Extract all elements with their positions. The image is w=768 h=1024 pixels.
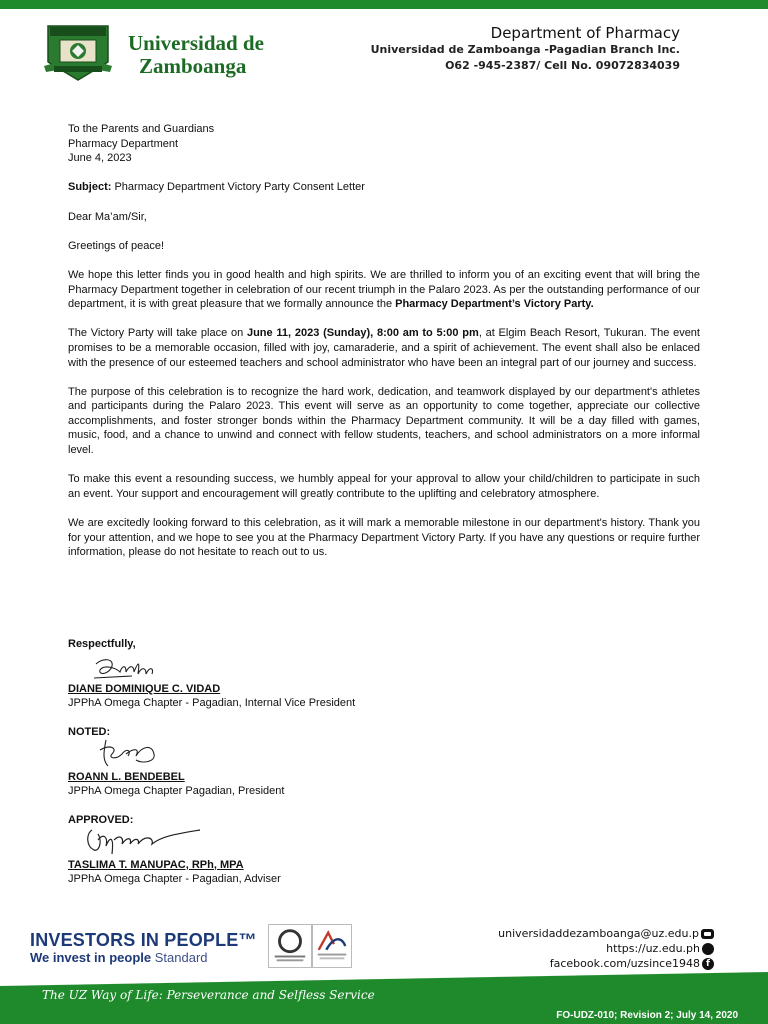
university-name xyxy=(128,32,264,78)
certification-international-logo-icon xyxy=(268,924,312,968)
iip-standard: Standard xyxy=(151,950,208,965)
paragraph-2 xyxy=(68,326,700,370)
addressee-line-1: To the Parents and Guardians xyxy=(68,123,215,135)
brand-line-1: Universidad de xyxy=(128,31,264,55)
paragraph-2-intro: The Victory Party will take place on xyxy=(68,327,247,340)
subject-line xyxy=(68,180,700,195)
signature-3-icon xyxy=(80,826,204,858)
paragraph-2-text: , at Elgim Beach Resort, Tukuran. The event promises to be a memorable occasion, filled with joy, camaraderie, and a spirit of achievement. The event shall also be enlaced with the presence of our esteemed teachers and school administrator who have been an integral part of our journey and success. xyxy=(68,327,700,369)
facebook-row xyxy=(498,956,714,971)
globe-icon xyxy=(702,943,714,955)
noted-label: NOTED: xyxy=(68,726,111,738)
paragraph-5: We are excitedly looking forward to this celebration, as it will mark a memorable milestone in our department's history. Thank you for your attention, and we hope to see you at the Pharmacy Department Victory Party. If you have any questions or require further information, please do not hesitate to reach out to us. xyxy=(68,517,700,559)
iip-tagline-bold: We invest in people xyxy=(30,950,152,965)
event-datetime: June 11, 2023 (Sunday), 8:00 am to 5:00 pm xyxy=(246,327,479,340)
signatory-3-title: JPPhA Omega Chapter - Pagadian, Adviser xyxy=(68,873,281,886)
website-link[interactable]: https://uz.edu.ph xyxy=(606,942,700,955)
signatory-3-name: TASLIMA T. MANUPAC, RPh, MPA xyxy=(68,858,244,871)
greeting: Greetings of peace! xyxy=(68,239,165,252)
facebook-icon: f xyxy=(702,958,714,970)
department-phone: O62 -945-2387/ Cell No. 09072834039 xyxy=(445,59,680,72)
signatory-1-title: JPPhA Omega Chapter - Pagadian, Internal Vice President xyxy=(68,697,356,710)
university-seal-icon xyxy=(44,22,112,82)
iip-tagline xyxy=(30,950,257,966)
signature-1-icon xyxy=(92,654,162,682)
subject-label: Subject: xyxy=(68,181,112,194)
form-number: FO-UDZ-010; Revision 2; July 14, 2020 xyxy=(556,1010,738,1021)
letter-body xyxy=(68,122,700,574)
website-row xyxy=(498,941,714,956)
department-header xyxy=(371,24,680,74)
email-row xyxy=(498,926,714,941)
paragraph-1 xyxy=(68,268,700,312)
addressee xyxy=(68,122,700,166)
signatory-1-name: DIANE DOMINIQUE C. VIDAD xyxy=(68,682,221,695)
iip-title: INVESTORS IN PEOPLE™ xyxy=(30,930,257,950)
header-bar xyxy=(0,0,768,9)
contact-info xyxy=(498,926,714,971)
subject-text: Pharmacy Department Victory Party Consent Letter xyxy=(111,181,365,194)
email-link[interactable]: universidaddezamboanga@uz.edu.p xyxy=(498,927,699,940)
facebook-link[interactable]: facebook.com/uzsince1948 xyxy=(549,957,700,970)
paragraph-1-emphasis: Pharmacy Department’s Victory Party. xyxy=(395,298,594,311)
paragraph-1-text: We hope this letter finds you in good health and high spirits. We are thrilled to inform you of an exciting event that will bring the Pharmacy Department together in celebration of our recent triumph in the Palaro 2023. As per the outstanding performance of our department, it is with great pleasure that we formally announce the xyxy=(68,268,700,311)
department-title: Department of Pharmacy xyxy=(490,24,680,42)
investors-in-people-logo xyxy=(30,930,257,966)
addressee-line-2: Pharmacy Department xyxy=(68,137,179,150)
signatory-2-title: JPPhA Omega Chapter Pagadian, President xyxy=(68,785,285,798)
department-branch: Universidad de Zamboanga -Pagadian Branch Inc. xyxy=(370,43,680,56)
closing: Respectfully, xyxy=(68,638,136,650)
email-icon xyxy=(701,929,714,939)
brand-line-2: Zamboanga xyxy=(139,54,247,78)
signature-2-icon xyxy=(96,736,160,770)
motto: The UZ Way of Life: Perseverance and Selfless Service xyxy=(42,988,375,1002)
letter-date: June 4, 2023 xyxy=(68,152,132,165)
salutation: Dear Ma’am/Sir, xyxy=(68,210,147,223)
paragraph-4: To make this event a resounding success, we humbly appeal for your approval to allow your child/children to participate in such an event. Your support and encouragement will greatly contribute to the uplifting and celebratory atmosphere. xyxy=(68,473,700,500)
jab-accreditation-logo-icon xyxy=(312,924,352,968)
approved-label: APPROVED: xyxy=(68,814,134,826)
paragraph-3: The purpose of this celebration is to recognize the hard work, dedication, and teamwork displayed by our department's athletes and participants during the Palaro 2023. This event will serve as an opportunity to come together, appreciate our collective accomplishments, and foster stronger bonds within the Pharmacy Department community. It will be a day filled with games, music, food, and a chance to unwind and connect with fellow students, teachers, and school administrators on a more informal level. xyxy=(68,385,700,457)
signatory-2-name: ROANN L. BENDEBEL xyxy=(68,770,185,783)
